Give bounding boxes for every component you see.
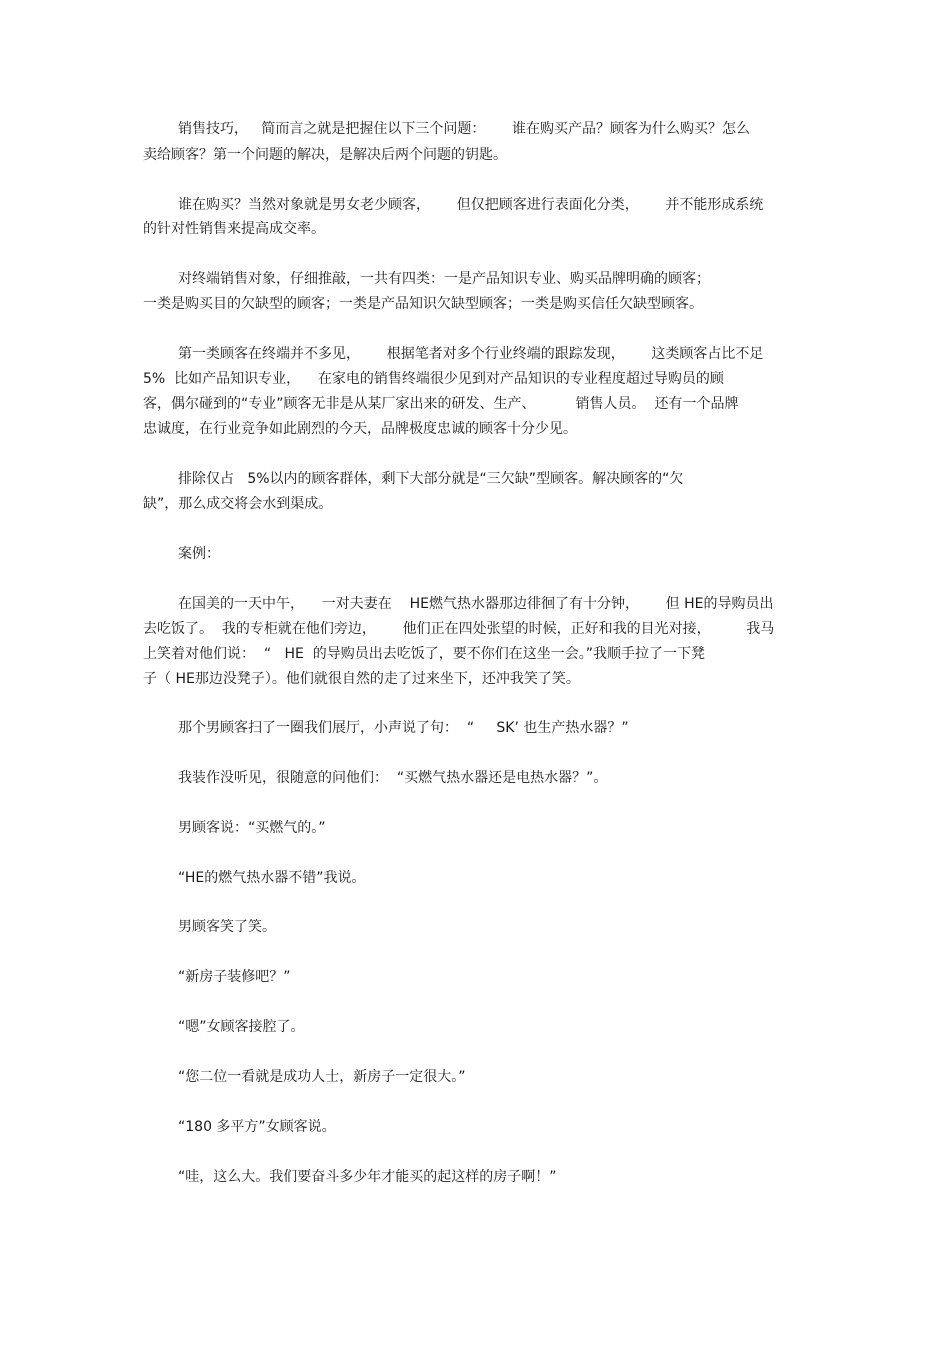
paragraph-4-line-3: 客，偶尔碰到的“专业”顾客无非是从某厂家出来的研发、生产、 销售人员。 还有一个品牌 (143, 396, 739, 412)
paragraph-8-line-1: 那个男顾客扫了一圈我们展厅，小声说了句： “ SK’ 也生产热水器？” (178, 720, 629, 736)
paragraph-2-line-2: 的针对性销售来提高成交率。 (143, 221, 325, 237)
paragraph-5-line-1: 排除仅占 5%以内的顾客群体，剩下大部分就是“三欠缺”型顾客。解决顾客的“欠 (178, 471, 684, 487)
paragraph-7-line-3: 上笑着对他们说： “ HE 的导购员出去吃饭了，要不你们在这坐一会。”我顺手拉了一下凳 (143, 646, 706, 662)
paragraph-5-line-2: 缺”，那么成交将会水到渠成。 (143, 496, 333, 512)
paragraph-9-line-1: 我装作没听见，很随意的问他们： “买燃气热水器还是电热水器？”。 (178, 770, 608, 786)
paragraph-4-line-1: 第一类顾客在终端并不多见， 根据笔者对多个行业终端的跟踪发现， 这类顾客占比不足 (178, 346, 764, 362)
paragraph-13-line-1: “新房子装修吧？” (178, 969, 291, 985)
paragraph-17-line-1: “哇，这么大。我们要奋斗多少年才能买的起这样的房子啊！” (178, 1169, 557, 1185)
paragraph-15-line-1: “您二位一看就是成功人士，新房子一定很大。” (178, 1069, 466, 1085)
paragraph-7-line-4: 子（ HE那边没凳子）。他们就很自然的走了过来坐下，还冲我笑了笑。 (143, 671, 580, 687)
paragraph-11-line-1: “HE的燃气热水器不错”我说。 (178, 870, 366, 886)
paragraph-3-line-2: 一类是购买目的欠缺型的顾客；一类是产品知识欠缺型顾客；一类是购买信任欠缺型顾客。 (143, 296, 703, 312)
paragraph-6-line-1: 案例： (178, 546, 220, 562)
paragraph-1-line-2: 卖给顾客？第一个问题的解决，是解决后两个问题的钥匙。 (143, 147, 507, 163)
paragraph-2-line-1: 谁在购买？当然对象就是男女老少顾客， 但仅把顾客进行表面化分类， 并不能形成系统 (178, 197, 764, 213)
paragraph-3-line-1: 对终端销售对象，仔细推敲，一共有四类：一是产品知识专业、购买品牌明确的顾客； (178, 271, 710, 287)
paragraph-1-line-1: 销售技巧， 简而言之就是把握住以下三个问题： 谁在购买产品？顾客为什么购买？怎么 (178, 121, 751, 137)
paragraph-14-line-1: “嗯”女顾客接腔了。 (178, 1019, 305, 1035)
paragraph-12-line-1: 男顾客笑了笑。 (178, 919, 276, 935)
paragraph-4-line-4: 忠诚度，在行业竞争如此剧烈的今天，品牌极度忠诚的顾客十分少见。 (143, 421, 577, 437)
paragraph-4-line-2: 5% 比如产品知识专业， 在家电的销售终端很少见到对产品知识的专业程度超过导购员的顾 (143, 371, 724, 387)
paragraph-7-line-1: 在国美的一天中午， 一对夫妻在 HE燃气热水器那边徘徊了有十分钟， 但 HE的导购员出 (178, 596, 774, 612)
paragraph-10-line-1: 男顾客说：“买燃气的。” (178, 820, 326, 836)
paragraph-7-line-2: 去吃饭了。 我的专柜就在他们旁边， 他们正在四处张望的时候，正好和我的目光对接， 我马 (143, 621, 775, 637)
paragraph-16-line-1: “180 多平方”女顾客说。 (178, 1119, 336, 1135)
